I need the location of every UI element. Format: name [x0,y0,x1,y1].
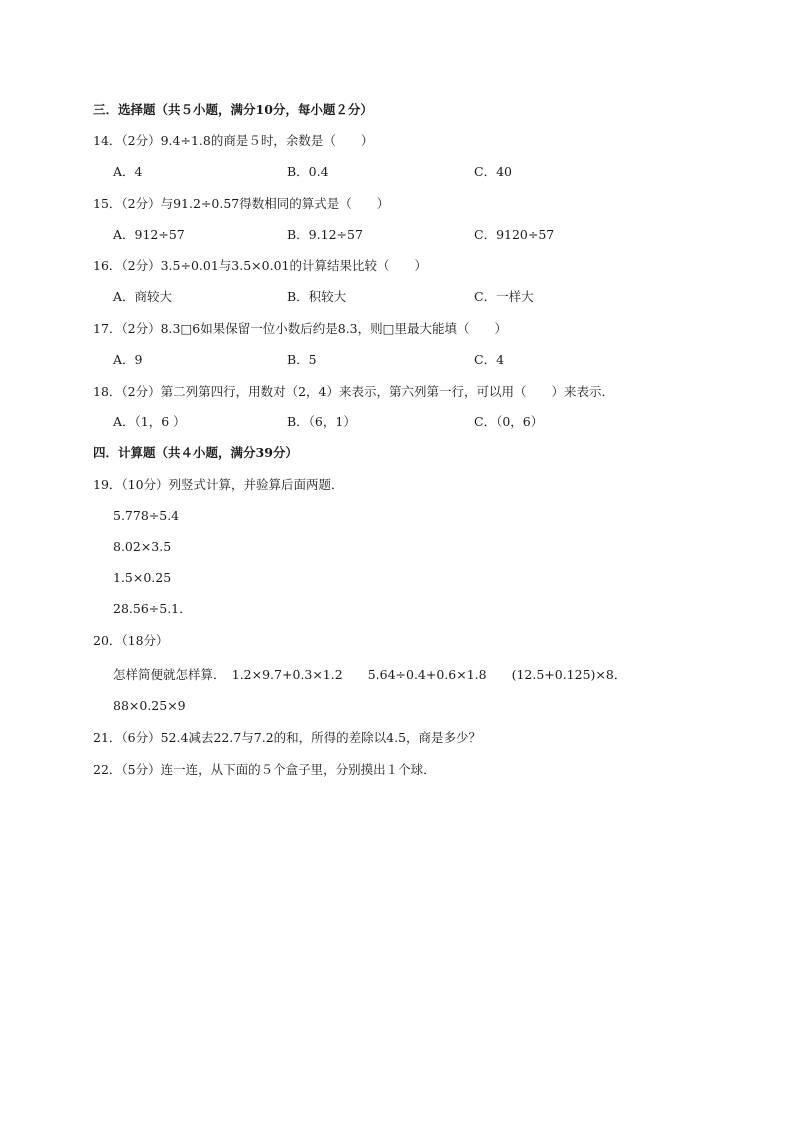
question-21-stem: 21．（6分）52.4减去22.7与7.2的和，所得的差除以4.5，商是多少？ [93,730,482,745]
question-18-option-c: C．（0，6） [474,414,544,429]
question-15-option-a: A．912÷57 [113,227,185,242]
question-15-stem: 15．（2分）与91.2÷0.57得数相同的算式是（ ） [93,196,390,211]
question-14-stem: 14．（2分）9.4÷1.8的商是５时，余数是（ ） [93,133,374,148]
question-19-item-1: 5.778÷5.4 [113,508,180,523]
question-16-option-b: B．积较大 [287,289,347,304]
question-17-stem: 17．（2分）8.3□6如果保留一位小数后约是8.3，则□里最大能填（ ） [93,321,507,336]
question-20-line-1: 怎样简便就怎样算． 1.2×9.7+0.3×1.2 5.64÷0.4+0.6×1.8 (12.5+0.125)×8． [113,667,627,682]
question-19-item-3: 1.5×0.25 [113,570,172,585]
question-15-option-b: B．9.12÷57 [287,227,363,242]
question-14-option-a: A．4 [113,164,143,179]
question-14-option-c: C．40 [474,164,512,179]
question-17-option-a: A．9 [113,352,143,367]
section-3-heading: 三．选择题（共５小题，满分10分，每小题２分） [93,102,373,117]
question-14-option-b: B．0.4 [287,164,329,179]
question-20-stem: 20．（18分） [93,633,169,648]
question-19-stem: 19．（10分）列竖式计算，并验算后面两题． [93,477,344,492]
question-16-option-a: A．商较大 [113,289,173,304]
question-15-option-c: C．9120÷57 [474,227,555,242]
question-18-option-a: A．（1，6 ） [113,414,186,429]
question-17-option-c: C．4 [474,352,505,367]
question-16-option-c: C．一样大 [474,289,534,304]
question-19-item-2: 8.02×3.5 [113,539,172,554]
question-19-item-4: 28.56÷5.1． [113,601,192,616]
question-18-stem: 18．（2分）第二列第四行，用数对（2，4）来表示，第六列第一行，可以用（ ）来表示． [93,384,615,399]
question-17-option-b: B．5 [287,352,317,367]
question-16-stem: 16．（2分）3.5÷0.01与3.5×0.01的计算结果比较（ ） [93,258,427,273]
question-22-stem: 22．（5分）连一连，从下面的５个盒子里，分别摸出１个球． [93,762,436,777]
section-4-heading: 四．计算题（共４小题，满分39分） [93,445,298,460]
question-18-option-b: B．（6，1） [287,414,356,429]
question-20-line-2: 88×0.25×9 [113,698,186,713]
